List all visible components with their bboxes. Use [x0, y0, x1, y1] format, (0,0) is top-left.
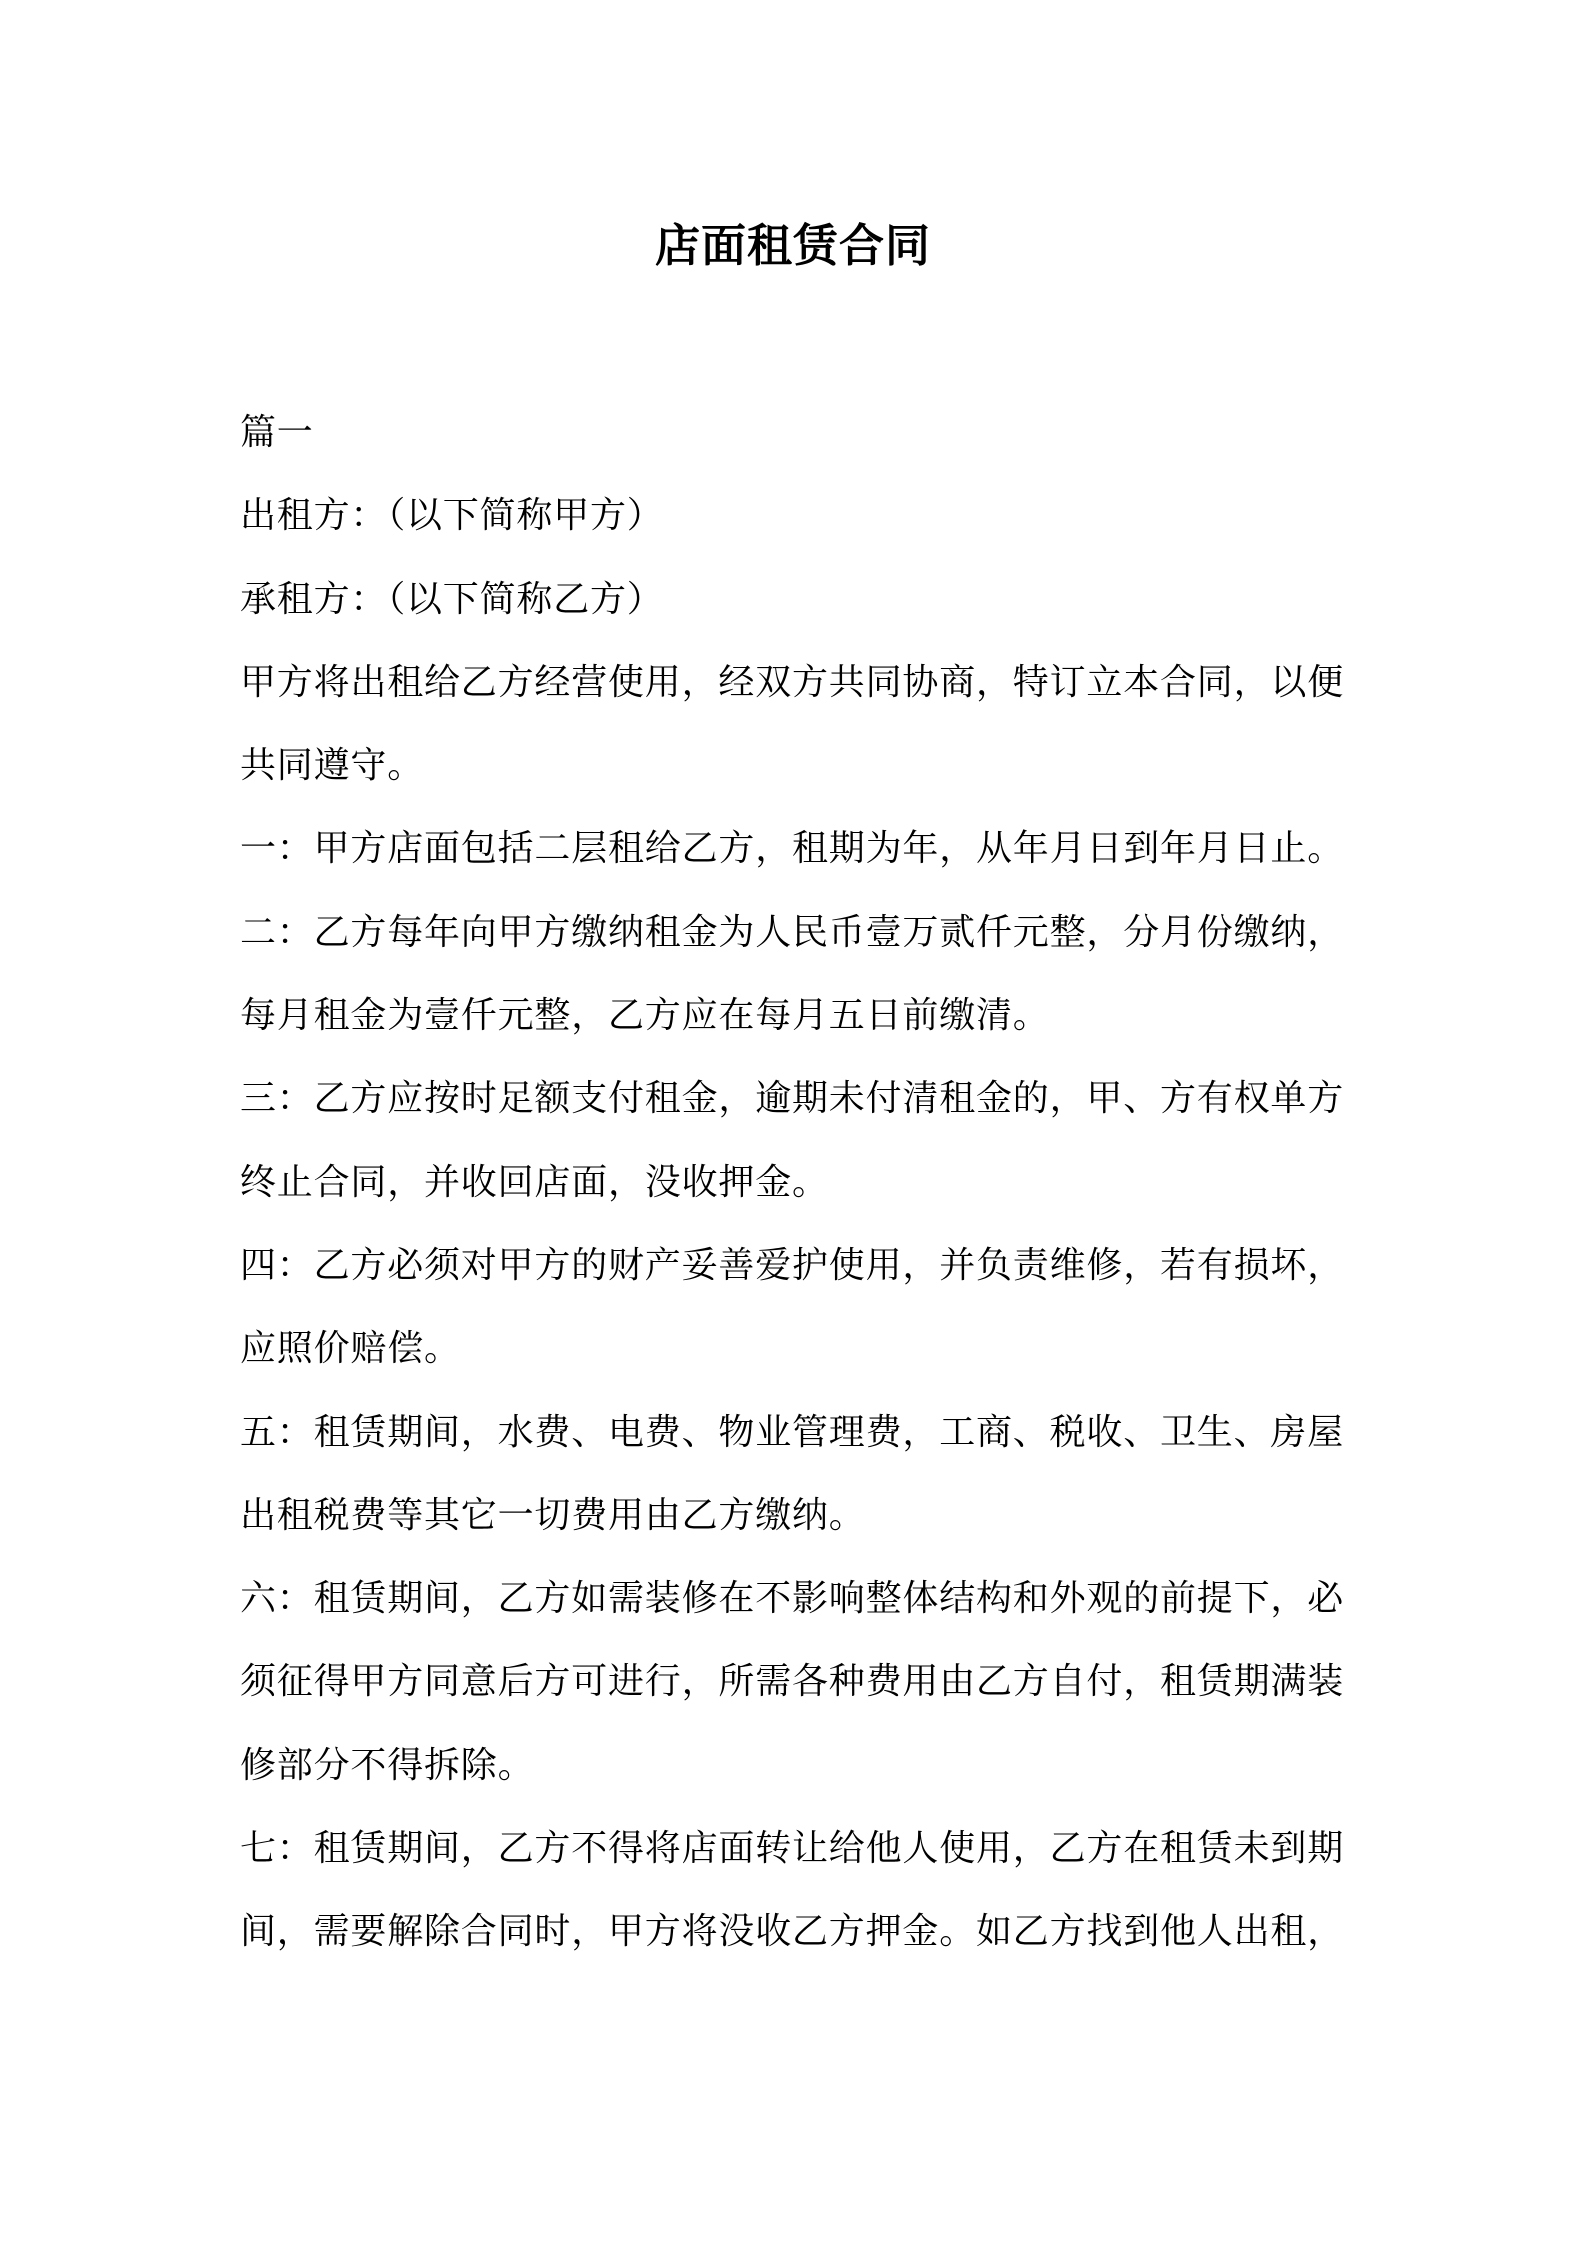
text-line: 六：租赁期间，乙方如需装修在不影响整体结构和外观的前提下，必: [240, 1578, 1345, 1620]
clause-5: [240, 1391, 1344, 1558]
lessee-line: [240, 558, 1344, 641]
text-line: 一：甲方店面包括二层租给乙方，租期为年，从年月日到年月日止。: [240, 828, 1345, 870]
text-line: 甲方将出租给乙方经营使用，经双方共同协商，特订立本合同，以便: [240, 661, 1345, 703]
text-line: 四：乙方必须对甲方的财产妥善爱护使用，并负责维修，若有损坏，: [240, 1244, 1345, 1286]
text-line: 三：乙方应按时足额支付租金，逾期未付清租金的，甲、方有权单方: [240, 1078, 1345, 1120]
text-line: 共同遵守。: [240, 745, 425, 787]
clause-4: [240, 1224, 1344, 1391]
clause-7: [240, 1807, 1344, 1974]
text-line: 终止合同，并收回店面，没收押金。: [240, 1161, 829, 1203]
text-line: 五：租赁期间，水费、电费、物业管理费，工商、税收、卫生、房屋: [240, 1411, 1345, 1453]
preamble-paragraph: [240, 641, 1344, 808]
text-line: 间，需要解除合同时，甲方将没收乙方押金。如乙方找到他人出租，: [240, 1911, 1345, 1953]
clause-2: [240, 891, 1344, 1058]
clause-3: [240, 1057, 1344, 1224]
text-line: 七：租赁期间，乙方不得将店面转让给他人使用，乙方在租赁未到期: [240, 1828, 1345, 1870]
text-line: 出租税费等其它一切费用由乙方缴纳。: [240, 1494, 866, 1536]
text-line: 承租方：（以下简称乙方）: [240, 578, 664, 620]
text-line: 须征得甲方同意后方可进行，所需各种费用由乙方自付，租赁期满装: [240, 1661, 1345, 1703]
text-line: 二：乙方每年向甲方缴纳租金为人民币壹万贰仟元整，分月份缴纳，: [240, 911, 1345, 953]
lessor-line: [240, 474, 1344, 557]
text-line: 应照价赔偿。: [240, 1328, 461, 1370]
document-title: 店面租赁合同: [654, 219, 931, 272]
section-heading: 篇一: [240, 412, 314, 453]
clause-1: [240, 807, 1344, 890]
document-body: [240, 391, 1344, 1974]
text-line: 修部分不得拆除。: [240, 1744, 535, 1786]
clause-6: [240, 1557, 1344, 1807]
text-line: 出租方：（以下简称甲方）: [240, 495, 664, 537]
text-line: 每月租金为壹仟元整，乙方应在每月五日前缴清。: [240, 995, 1050, 1037]
